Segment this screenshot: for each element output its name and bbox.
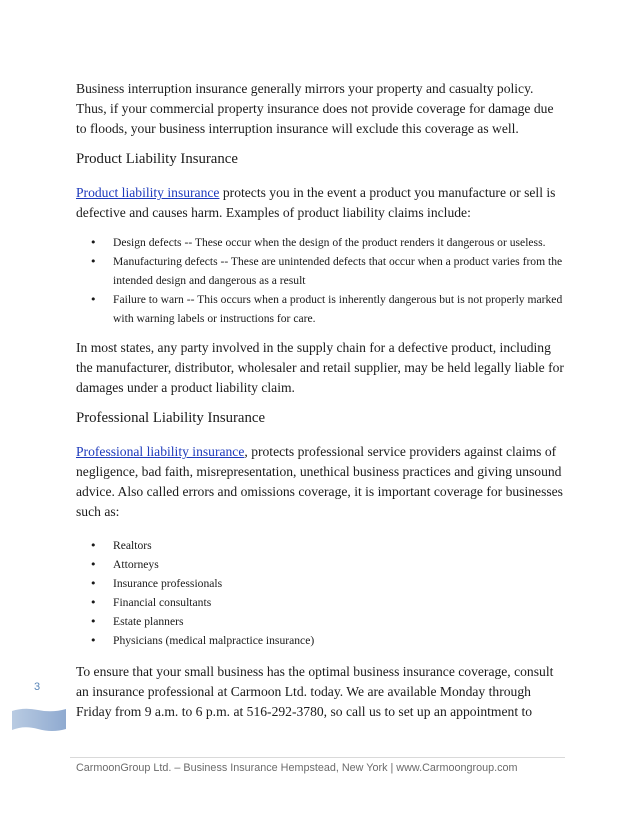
product-liability-heading: Product Liability Insurance xyxy=(76,151,238,167)
footer-divider xyxy=(70,757,565,758)
product-liability-intro xyxy=(76,183,566,223)
product-liability-link[interactable]: Product liability insurance xyxy=(76,185,220,200)
professional-liability-link[interactable]: Professional liability insurance xyxy=(76,444,245,459)
product-liability-intro-text: protects you in the event a product you manufacture or sell is defective and causes harm. Examples of product liability claims include: xyxy=(76,185,556,220)
list-item: • Design defects -- These occur when the design of the product renders it dangerous or useless. xyxy=(76,233,566,252)
list-item: • Insurance professionals xyxy=(76,574,566,593)
page-footer: CarmoonGroup Ltd. – Business Insurance Hempstead, New York | www.Carmoongroup.com xyxy=(76,762,518,774)
list-item: • Manufacturing defects -- These are unintended defects that occur when a product varies from the intended design and dangerous as a result xyxy=(76,252,566,290)
document-body xyxy=(76,79,566,722)
page-number: 3 xyxy=(34,681,41,693)
intro-paragraph: Business interruption insurance generally mirrors your property and casualty policy. Thus, if your commercial property insurance does not provide coverage for damage due to floods, your business interruption insurance will exclude this coverage as well. xyxy=(76,81,554,136)
list-item: • Financial consultants xyxy=(76,593,566,612)
product-claims-list xyxy=(76,233,566,328)
list-item: • Estate planners xyxy=(76,612,566,631)
list-item: • Attorneys xyxy=(76,555,566,574)
list-item: • Realtors xyxy=(76,536,566,555)
closing-paragraph: To ensure that your small business has the optimal business insurance coverage, consult an insurance professional at Carmoon Ltd. today. We are available Monday through Friday from 9 a.m. to 6 p.m. at 516-292-3780, so call us to set up an appointment to xyxy=(76,664,554,719)
list-item: • Failure to warn -- This occurs when a product is inherently dangerous but is not properly marked with warning labels or instructions for care. xyxy=(76,290,566,328)
professional-liability-heading: Professional Liability Insurance xyxy=(76,410,266,426)
professional-liability-intro-text: , protects professional service providers against claims of negligence, bad faith, misrepresentation, unethical business practices and giving unsound advice. Also called errors and omissions coverage, it is important coverage for businesses such as: xyxy=(76,444,563,519)
page-tab-decoration xyxy=(10,707,68,733)
product-liability-closing: In most states, any party involved in the supply chain for a defective product, including the manufacturer, distributor, wholesaler and retail supplier, may be held legally liable for damages under a product liability claim. xyxy=(76,340,564,395)
professional-liability-intro xyxy=(76,442,566,522)
professions-list xyxy=(76,536,566,650)
list-item: • Physicians (medical malpractice insurance) xyxy=(76,631,566,650)
